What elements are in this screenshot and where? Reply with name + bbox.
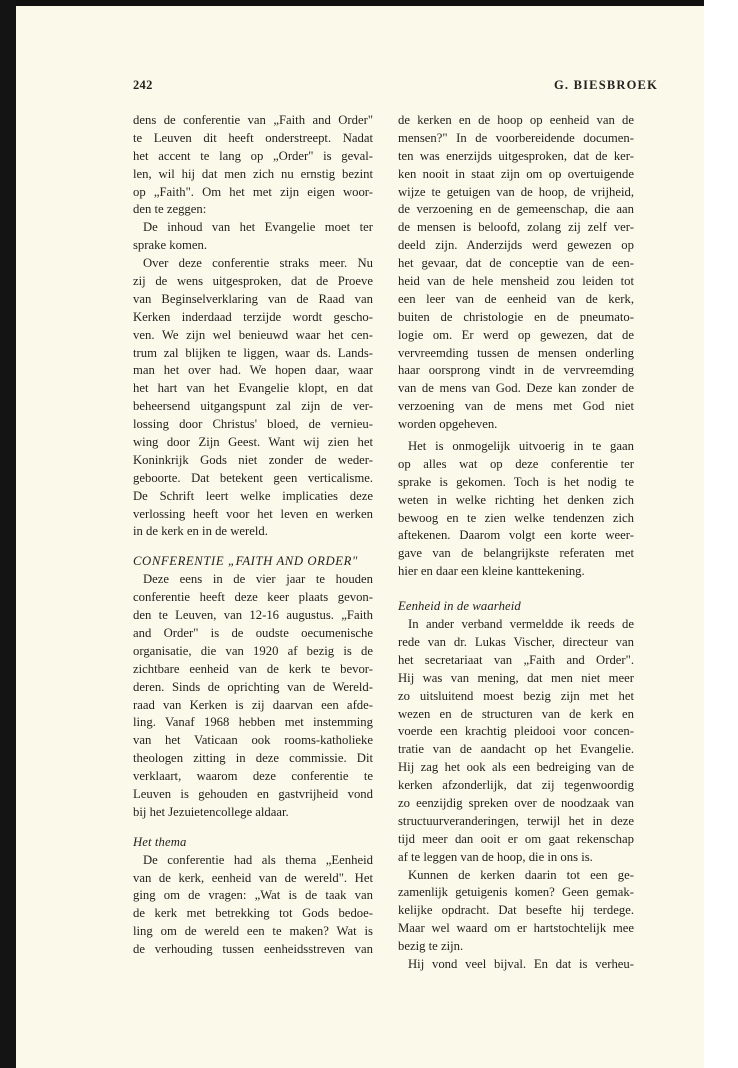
text-line: de kerk met betrekking tot Gods bedoe- [133,906,373,921]
text-line: buiten de christologie en de pneumato- [398,309,634,324]
text-line: De Schrift leert welke implicaties deze [133,488,373,503]
text-line: hier en daar een kleine kanttekening. [398,564,585,579]
book-page [16,6,704,1068]
text-line: zij de wens uitgesproken, dat de Proeve [133,274,373,289]
text-line: de verzoening en de gemeenschap, die aan [398,202,634,217]
section-heading-eenheid-in-de-waarheid: Eenheid in de waarheid [398,599,521,614]
paragraph-eenheid [398,616,634,866]
text-line: kerken afzonderlijk, dat zij tegenwoordig [398,778,634,793]
text-line: kelijke opdracht. Dat besefte hij terdege. [398,903,634,918]
text-line: sprake komen. [133,238,207,253]
text-line: verklaart, waarom deze conferentie te [133,769,373,784]
text-line: zichtbare eenheid van de kerk te bevor- [133,661,373,676]
right-column [398,112,634,974]
text-line: conferentie heeft deze keer plaats gevon- [133,590,373,605]
text-line: Over deze conferentie straks meer. Nu [143,256,373,271]
text-line: gave van de belangrijkste referaten met [398,546,634,561]
text-line: lossing door Christus' bloed, de vernieu- [133,417,373,432]
text-line: wing door Zijn Geest. Want wij zien het [133,435,373,450]
text-line: bezig te zijn. [398,939,464,954]
text-line: tratie van de aandacht op het Evangelie. [398,742,634,757]
text-line: trum zal blijken te liggen, waar ds. Lands- [133,345,373,360]
paragraph-thema [133,852,373,959]
text-line: De inhoud van het Evangelie moet ter [143,220,373,235]
text-line: ging om de vragen: „Wat is de taak van [133,888,373,903]
text-line: logie om. Er werd op gewezen, dat de [398,327,634,342]
text-line: het secretariaat van „Faith and Order". [398,652,634,667]
text-line: raad van Kerken is zij daarvan een afde- [133,697,373,712]
text-line: theologen zitting in deze commissie. Dit [133,751,373,766]
text-line: het gevaar, dat de conceptie van de een- [398,256,634,271]
text-line: rede van dr. Lukas Vischer, directeur van [398,634,634,649]
text-line: In ander verband vermeldde ik reeds de [408,617,634,632]
text-line: af te leggen van de hoop, die in ons is. [398,849,593,864]
text-line: Het is onmogelijk uitvoerig in te gaan [408,439,634,454]
text-line: Kerken inderdaad terzijde wordt gescho- [133,309,373,324]
paragraph-impossible [398,438,634,581]
text-line: vervreemding tussen de mensen onderling [398,345,634,360]
text-line: len, wil hij dat men zich nu ernstig bezint [133,166,373,181]
text-line: ling om de wereld een te maken? Wat is [133,924,373,939]
text-line: een leer van de eenheid van de kerk, [398,291,634,306]
text-line: voerde een krachtig pleidooi voor concen- [398,724,634,739]
text-line: De conferentie had als thema „Eenheid [143,852,373,867]
text-line: worden opgeheven. [398,417,498,432]
text-line: mensen?" In de voorbereidende documen- [398,130,634,145]
paragraph-last [398,956,634,974]
text-line: Leuven is gehouden en gastvrijheid vond [133,786,373,801]
text-line: de verhouding tussen eenheidsstreven van [133,942,373,957]
text-line: zo uitsluitend moest bezig zijn met het [398,688,634,703]
text-line: den te Leuven, van 12-16 augustus. „Faith [133,608,373,623]
text-line: verlossing heeft voor het leven en werken [133,506,373,521]
text-line: de mensen is beloofd, zolang zij zelf ver- [398,220,634,235]
text-line: van de kerk, eenheid van de wereld". Het [133,870,373,885]
text-line: beheersend uitgangspunt zal zijn de ver- [133,399,373,414]
text-line: ven. We zijn wel benieuwd waar het cen- [133,327,373,342]
text-line: zamenlijk getuigenis komen? Geen gemak- [398,885,634,900]
text-line: Hij vond veel bijval. En dat is verheu- [408,956,634,971]
text-line: op „Faith". Om het met zijn eigen woor- [133,184,373,199]
text-line: Hij was van mening, dat men niet meer [398,670,634,685]
text-line: ten was enerzijds uitgesproken, dat de ker- [398,148,634,163]
text-line: in de kerk en in de wereld. [133,524,268,539]
text-line: Koninkrijk Gods niet zonder de weder- [133,452,373,467]
text-line: organisatie, die van 1920 af bezig is de [133,643,373,658]
text-line: op alles wat op deze conferentie ter [398,456,634,471]
paragraph-quote [133,219,373,255]
paragraph-intro [133,112,373,219]
text-line: man het over had. We hopen daar, waar [133,363,373,378]
text-line: Maar wel waard om er hartstochtelijk mee [398,921,634,936]
section-heading-het-thema: Het thema [133,834,187,849]
paragraph-conference [133,255,373,541]
text-line: and Order" is de oudste oecumenische [133,625,373,640]
text-line: dens de conferentie van „Faith and Order" [133,113,373,127]
page-number: 242 [133,78,153,92]
text-line: van de mens van God. Deze kan zonder de [398,381,634,396]
scan-left-edge [0,0,16,1068]
text-line: zo eenzijdig spreken over de noodzaak van [398,795,634,810]
text-line: tijd meer dan ooit er om gaat rekenschap [398,831,634,846]
text-line: bewoog en te zien welke tendenzen zich [398,510,634,525]
text-line: het accent te lang op „Order" is geval- [133,148,373,163]
section-heading-faith-and-order: CONFERENTIE „FAITH AND ORDER" [133,554,358,569]
text-line: van Beginselverklaring van de Raad van [133,291,373,306]
running-head-author: G. BIESBROEK [554,78,659,92]
text-line: deeld zijn. Anderzijds werd gewezen op [398,238,634,253]
text-line: heid van de hele mensheid zou leiden tot [398,274,634,289]
paragraph-witness [398,867,634,956]
text-line: weten in welke richting het denken zich [398,492,634,507]
text-line: bij het Jezuietencollege aldaar. [133,804,289,819]
text-line: haar oorsprong vindt in de vervreemding [398,363,634,378]
text-line: te Leuven dit heeft onderstreept. Nadat [133,130,373,145]
text-line: Hij zag het ook als een bedreiging van de [398,760,634,775]
text-line: het hart van het Evangelie klopt, en dat [133,381,373,396]
text-line: structuurveranderingen, terwijl het in deze [398,813,634,828]
text-line: geboorte. Dat betekent geen verticalisme. [133,470,373,485]
text-line: den te zeggen: [133,202,207,217]
paragraph-faith-and-order [133,571,373,821]
paragraph-continued [398,112,634,434]
text-line: sprake is gekomen. Toch is het nodig te [398,474,634,489]
text-line: van het Vaticaan ook rooms-katholieke [133,733,373,748]
text-line: wezen en de structuren van de kerk en [398,706,634,721]
text-line: aftekenen. Daarom volgt een korte weer- [398,528,634,543]
text-line: ken nooit in staat zijn om op overtuigende [398,166,634,181]
text-line: verzoening van de mens met God niet [398,399,634,414]
text-line: wijze te getuigen van de hoop, de vrijheid, [398,184,634,199]
text-line: Deze eens in de vier jaar te houden [143,572,373,587]
text-line: deren. Sinds de oprichting van de Wereld- [133,679,373,694]
text-line: de kerken en de hoop op eenheid van de [398,113,634,127]
left-column [133,112,373,959]
text-line: Kunnen de kerken daarin tot een ge- [408,867,634,882]
text-line: ling. Vanaf 1968 hebben met instemming [133,715,373,730]
